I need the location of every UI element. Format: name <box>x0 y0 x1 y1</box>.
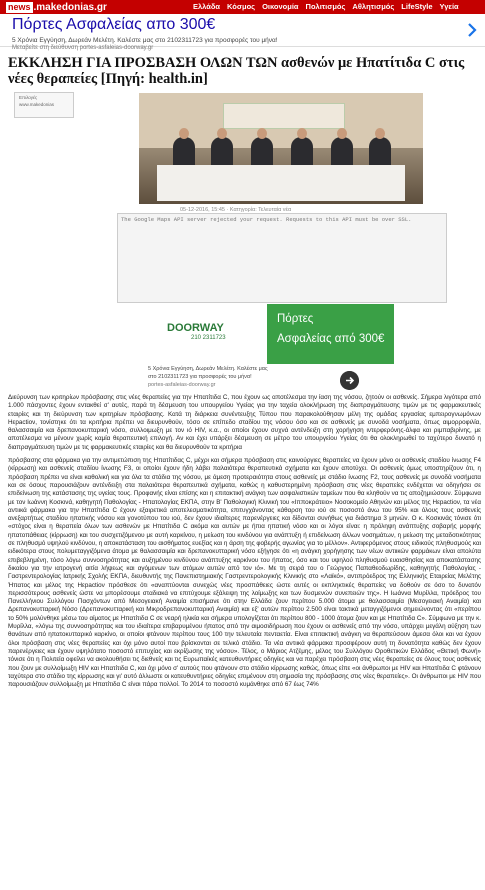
article-photo <box>139 93 423 204</box>
nav-item-lifestyle[interactable]: LifeStyle <box>401 2 433 11</box>
photo-banner <box>223 103 345 129</box>
body-paragraph: πρόσβασης στα φάρμακα για την αντιμετώπιση της Ηπατίτιδας C, μέχρι και σήμερα πρόσβαση στις καινούργιες θεραπείες να έχουν μόνο οι ασθενείς σταδίου ίνωσης F4 (κίρρωση) και ασθενείς σταδίου ίνωσης F3, οι οποίοι έχουν ήδη λάβει παλαιότερα θεραπευτικά σχήματα και έχουν αποτύχει. Οι ασθενείς όμως υποστηρίζουν ότι, η πρόσβαση πρέπει να είναι καθολική και για όλα τα στάδια της νόσου, με άμεση προτεραιότητα στους ασθενείς με στάδιο ίνωσης F2, τους ασθενείς με συνοδά νοσήματα και σε όσους παρουσιάζουν αντένδειξη στα παλαιότερα θεραπευτικά σχήματα, καθώς η καθυστερημένη πρόσβαση στις νέες θεραπείες ενδέχεται να οδηγήσει σε επιδείνωση της κατάστασης της υγείας τους. Προφανής είναι επίσης και η επιτακτική ανάγκη των ασφαλιστικών ταμείων που θα κληθούν να τις αποζημιώσουν. Σύμφωνα με τον Ιωάννη Κοσκινά, καθηγητή Παθολογίας - Ηπατολογίας ΕΚΠΑ, στην Β' Παθολογική Κλινική του «Ιπποκράτειο» Νοσοκομείο Αθηνών και μέλος της Ηεpactioν, τα νέα αντιικά φάρμακα για την Ηπατίτιδα C έχουν εξαιρετικά αποτελεσματικότητα, επιτυγχάνοντας κάθαρση του ιού σε ποσοστό άνω του 95% και όλους τους ασθενείς ανεξαρτήτως σταδίου ηπατικής νόσου και γονοτύπου του ιού, δεν έχουν ιδιαίτερες παρενέργειες και δίδονται συνήθως για διάστημα 3 μηνών. Ο κ. Κοσκινάς τόνισε ότι «στόχος είναι η θεραπεία όλων των ασθενών με Ηπατίτιδα C ακόμα και αυτών με ήπια ηπατική νόσο και οι λόγοι είναι: η πρόληψη ανάπτυξης σοβαρής μορφής ηπατοπάθειας (κίρρωση) και του συσχετιζόμενου με αυτή καρκίνου, η μείωση του κινδύνου για ανάπτυξη ή επιδείνωση άλλων νοσημάτων, η μείωση της μεταδοτικότητας σε πληθυσμό υψηλού κινδύνου, η αποκατάσταση του αισθήματος ευεξίας και η άρση της φοβερής αγωνίας για το μέλλον». Αντιφερόμενος στους ειδικούς πληθυσμούς και ειδικότερα στους πολυμεταγγιζόμενα άτομα με θαλασσαιμία και δρεπανοκυτταρική νόσο εξήγησε ότι «η ανάγκη χορήγησης των νέων αντιικών φαρμάκων είναι απολύτα επιβεβλημένη, τόσο λόγω συννοσηρότητας και αυξημένου κινδύνου ανάπτυξης καρκίνου του ήπατος, όσο και του υψηλού πληθυσμού ευαισθησίας και αποκατάστασης δικαίου για την ιατρογενή αιτία λήψεως και αγόμενων των ατόμων αυτών από τον ιό». Με τη σειρά του ο Γεώργιος Παπαθεοδωρίδης, καθηγητής Παθολογίας - Γαστρεντερολογίας Ιατρικής Σχολής ΕΚΠΑ, διευθυντής της Πανεπιστημιακής Γαστρεντερολογικής Κλινικής στο «Λαϊκό», αντιπρόεδρος της Ελληνικής Εταιρείας Μελέτης Ήπατος και μέλος της Ηεpactioν πρόσθεσε ότι «αναπτύονται συνεχώς νέες προσπάθειες ώστε αυτές οι εκπληκτικές θεραπείες να δοθούν σε όσο το δυνατόν περισσότερους ασθενείς ώστε να μπορέσουμε σταδιακά να επιτύχουμε εξάλειψη της λοίμωξης και των δυσμενών συνεπειών της». Η Ιωάννα Μυρίλλα, πρόεδρος του Πανελλήνιου Συλλόγου Πασχόντων από Μεσογειακή Αναιμία επισήμανε ότι στην Ελλάδα ζουν περίπου 5.000 άτομα με θαλασσαιμία (Μεσογειακή Αναιμία) και Δρεπανοκυτταρική Νόσο (Δρεπανοκυτταρική και Μικροδρεπανοκυτταρική Αναιμία) και εξ' αυτών περίπου 2.500 είναι τακτικά μεταγγιζόμενοι σημειώνοντας ότι «περίπου το 50% μολύνθηκε μέσω του αίματος με Ηπατίτιδα C σε νεαρή ηλικία και σήμερα υπολογίζεται ότι περίπου 800 - 1000 άτομα ζουν και με Ηπατίτιδα C». Σύμφωνα με την κ. Μυρίλλα, «λόγω της συννοσηρότητας και του ιδιαίτερα επιβαρυμένου ήπατος από την αιμοσιδήρωση που έχουν οι ασθενείς από την νόσο, υπάρχει μεγάλη αύξηση των θανάτων από ηπατοκυτταρικό καρκίνο, οι οποίοι φτάνουν περίπου τους 100 την τελευταία πενταετία. Είναι επιτακτική ανάγκη να θεραπεύσουν άμεσα όλοι και να έχουν όλοι πρόσβαση στις νέες θεραπείες και όχι μόνο αυτοί που βρίσκονται σε τελικό στάδιο. Τα νέα αντιικά φάρμακα προσφέρουν αυτή τη δυνατότητα καθώς δεν έχουν παρενέργειες και έχουν υψηλότατο ποσοστό επιτυχίας και εκρίζωσης της νόσου». Τέλος, ο Μάριος Ατζέμης, μέλος του Συλλόγου Οροθετικών Ελλάδος «Θετική Φωνή» τόνισε ότι η Πολιτεία οφείλει να ακολουθήσει τις διεθνείς και τις Ευρωπαϊκές κατευθυντήριες οδηγίες και να παρέχει πρόσβαση στις νέες θεραπείες σε όλους τους ασθενείς που ζουν με συλλοίμωξη HIV και Ηπατίτιδα C, και όχι μόνο σ' αυτούς που φτάνουν στο στάδιο κίρρωσης καθώς, όπως είπε «οι άνθρωποι με HIV και Ηπατίτιδα C φτάνουν ταχύτερα στο στάδιο της κίρρωσης και γι' αυτό άλλωστε οι κατευθυντήριες οδηγίες επιμένουν στη σημασία της πρόσβασης στις νέες θεραπείες». Οι άνθρωποι με HIV που παρουσιάζουν συλλοίμωξη με Ηπατίτιδα C είναι πάρα πολλοί. Το 2014 το ποσοστό κυμάνθηκε από 67 έως 74% <box>8 457 481 689</box>
ad-headline-panel <box>267 304 394 364</box>
top-nav-bar <box>0 0 485 14</box>
share-label: Επιλογές <box>19 95 38 100</box>
top-ad-title[interactable]: Πόρτες Ασφαλείας απο 300€ <box>12 16 216 33</box>
body-paragraph: Διεύρυνση των κριτηρίων πρόσβασης στις νέες θεραπείες για την Ηπατίτιδα C, που έχουν ως αποτέλεσμα την ίαση της νόσου, ζητούν οι ασθενείς. Σήμερα λιγότερα από 1.000 πάσχοντες έχουν εντακθεί σ' αυτές, παρά τη δέσμευση του υπουργείου Υγείας για την ταχεία ολοκλήρωση της διαπραγμάτευσης τιμών με τις φαρμακευτικές εταιρίες και τη διεύρυνση των κριτηρίων πρόσβασης. Κατά τη διάρκεια συνέντευξης Τύπου που παρακολούθησαν μέλη της ομάδας εργασίας εμπειρογνωμόνων Ηεpactioν, τονίστηκε ότι τα κριτήρια πρέπει να διευρυνθούν, τόσο σε επίπεδο σταδίου της νόσου όσο και σε ασθενείς με συνοδά νοσήματα, όπως αιμορροφιλία, θαλασσαιμία και δρεπανοκυτταρική νόσο, συλλοιμωξη με τον ιό HIV, κ.α., οι οποίοι έχουν συχνά αντένδειξη στη χορήγηση ιντερφερόνης-άλφα και ριμπαβιρίνης, με αποτέλεσμα να μένουν χωρίς καμία θεραπευτική επιλογή. Αν και έχει υπάρξει δέσμευση σε μέτρο του υπουργείου Υγείας ότι θα ολοκληρωθεί το ταχύτερο δυνατό η διαπραγμάτευση τιμών με τις φαρμακευτικές εταιρίες και θα διευρυνθούν τα κριτήρια <box>8 394 481 451</box>
arrow-right-icon[interactable] <box>340 371 359 390</box>
map-embed <box>117 213 447 303</box>
main-nav <box>193 2 459 12</box>
logo-news: news <box>8 1 31 12</box>
article-headline: ΕΚΚΛΗΣΗ ΓΙΑ ΠΡΟΣΒΑΣΗ ΟΛΩΝ ΤΩΝ ασθενών με Ηπατίτιδα C στις νέες θεραπείες [Πηγή: health.in] <box>8 55 465 87</box>
ad-text-2: στο 2102311723 για προσφορές του μήνα! <box>148 374 252 380</box>
inline-ad[interactable] <box>141 304 394 392</box>
share-site: www.makedonias <box>19 102 55 107</box>
nav-item-economy[interactable]: Οικονομία <box>262 2 299 11</box>
share-box[interactable] <box>14 92 74 118</box>
top-ad-url[interactable]: Μεταβείτε στη διεύθυνση portes-asfaleias-doorway.gr <box>12 45 154 51</box>
site-logo[interactable] <box>6 1 107 13</box>
nav-item-sports[interactable]: Αθλητισμός <box>352 2 395 11</box>
nav-item-world[interactable]: Κόσμος <box>227 2 256 11</box>
nav-item-greece[interactable]: Ελλάδα <box>193 2 221 11</box>
top-ad-banner[interactable] <box>0 14 485 51</box>
ad-headline-1: Πόρτες <box>277 313 314 325</box>
nav-item-culture[interactable]: Πολιτισμός <box>305 2 346 11</box>
ad-text-1: 5 Χρόνια Εγγύηση, Δωρεάν Μελέτη. Καλέστε μας <box>148 366 268 372</box>
article-meta: 05-12-2016, 15:45 · Κατηγορία: Τελευταία νέα <box>180 207 292 213</box>
chevron-right-icon[interactable] <box>463 21 481 39</box>
ad-url[interactable]: portes-asfaleias-doorway.gr <box>148 382 216 388</box>
top-ad-description: 5 Χρόνια Εγγύηση, Δωρεάν Μελέτη. Καλέστε μας στο 2102311723 για προσφορές του μήνα! <box>12 37 278 44</box>
photo-table <box>157 165 405 201</box>
ad-phone: 210 2311723 <box>191 335 226 341</box>
logo-domain: .makedonias.gr <box>33 1 107 13</box>
nav-item-health[interactable]: Υγεία <box>439 2 459 11</box>
map-error-text: The Google Maps API server rejected your request. Requests to this API must be over SSL. <box>121 216 412 223</box>
ad-headline-2: Ασφαλείας από 300€ <box>277 333 385 345</box>
article-body <box>8 394 481 694</box>
doorway-logo: DOORWAY <box>167 322 224 334</box>
